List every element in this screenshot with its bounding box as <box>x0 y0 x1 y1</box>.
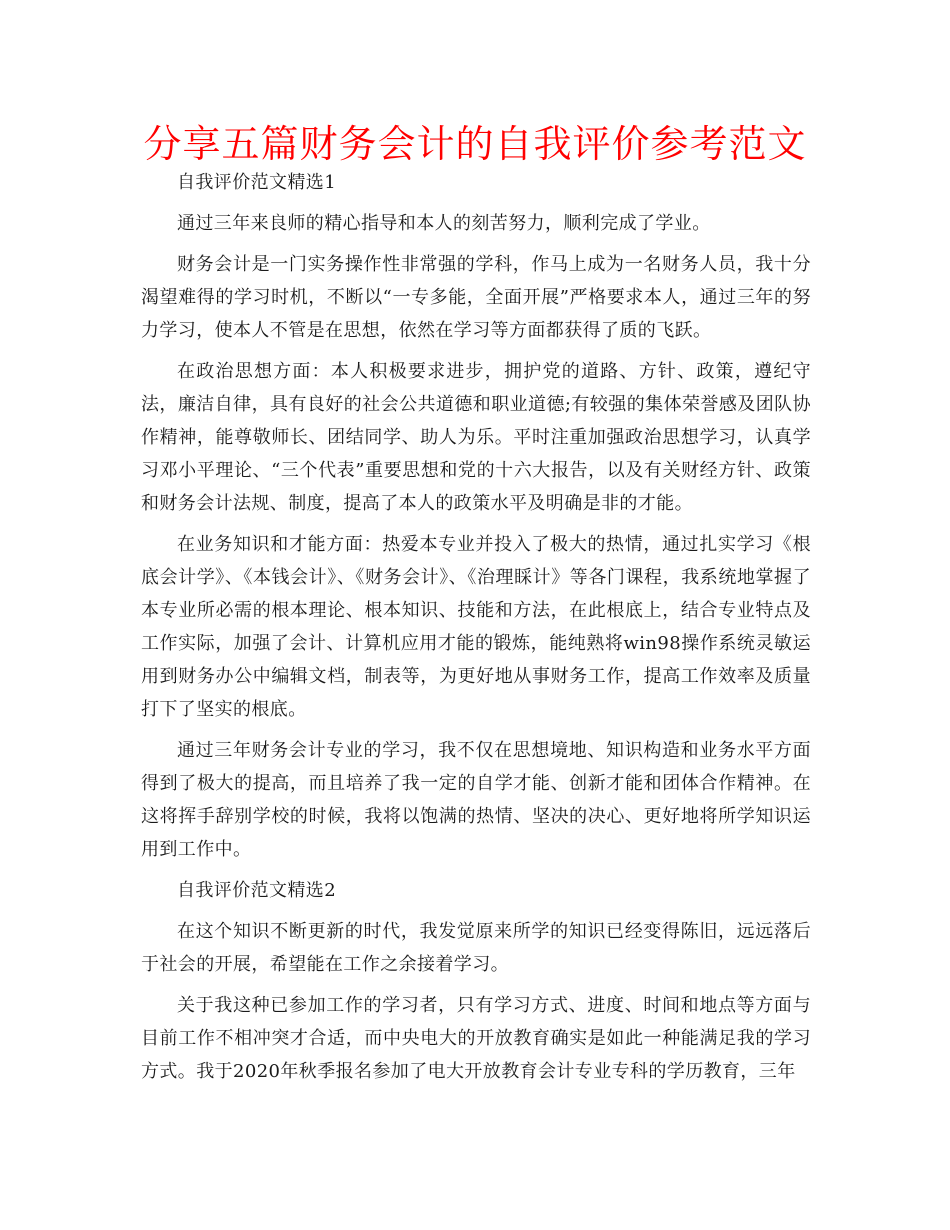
paragraph: 财务会计是一门实务操作性非常强的学科，作马上成为一名财务人员，我十分渴望难得的学习时机，不断以“一专多能，全面开展”严格要求本人，通过三年的努力学习，使本人不管是在思想，依然在学习等方面都获得了质的飞跃。 <box>141 254 811 341</box>
section-heading-1: 自我评价范文精选1 <box>177 172 337 193</box>
paragraph: 在这个知识不断更新的时代，我发觉原来所学的知识已经变得陈旧，远远落后于社会的开展，希望能在工作之余接着学习。 <box>141 921 811 975</box>
section-heading-2: 自我评价范文精选2 <box>177 880 337 901</box>
paragraph: 通过三年财务会计专业的学习，我不仅在思想境地、知识构造和业务水平方面得到了极大的提高，而且培养了我一定的自学才能、创新才能和团体合作精神。在这将挥手辞别学校的时候，我将以饱满的热情、坚决的决心、更好地将所学知识运用到工作中。 <box>141 740 811 860</box>
document-title: 分享五篇财务会计的自我评价参考范文 <box>143 122 807 166</box>
paragraph: 在政治思想方面：本人积极要求进步，拥护党的道路、方针、政策，遵纪守法，廉洁自律，具有良好的社会公共道德和职业道德;有较强的集体荣誉感及团队协作精神，能尊敬师长、团结同学、助人为乐。平时注重加强政治思想学习，认真学习邓小平理论、“三个代表”重要思想和党的十六大报告，以及有关财经方针、政策和财务会计法规、制度，提高了本人的政策水平及明确是非的才能。 <box>141 361 811 514</box>
document-body <box>141 166 811 1088</box>
paragraph: 关于我这种已参加工作的学习者，只有学习方式、进度、时间和地点等方面与目前工作不相冲突才合适，而中央电大的开放教育确实是如此一种能满足我的学习方式。我于2020年秋季报名参加了电大开放教育会计专业专科的学历教育，三年 <box>141 995 811 1082</box>
paragraph: 在业务知识和才能方面：热爱本专业并投入了极大的热情，通过扎实学习《根底会计学》、《本钱会计》、《财务会计》、《治理睬计》等各门课程，我系统地掌握了本专业所必需的根本理论、根本知识、技能和方法，在此根底上，结合专业特点及工作实际，加强了会计、计算机应用才能的锻炼，能纯熟将win98操作系统灵敏运用到财务办公中编辑文档，制表等，为更好地从事财务工作，提高工作效率及质量打下了坚实的根底。 <box>141 534 811 720</box>
paragraph: 通过三年来良师的精心指导和本人的刻苦努力，顺利完成了学业。 <box>177 213 711 234</box>
